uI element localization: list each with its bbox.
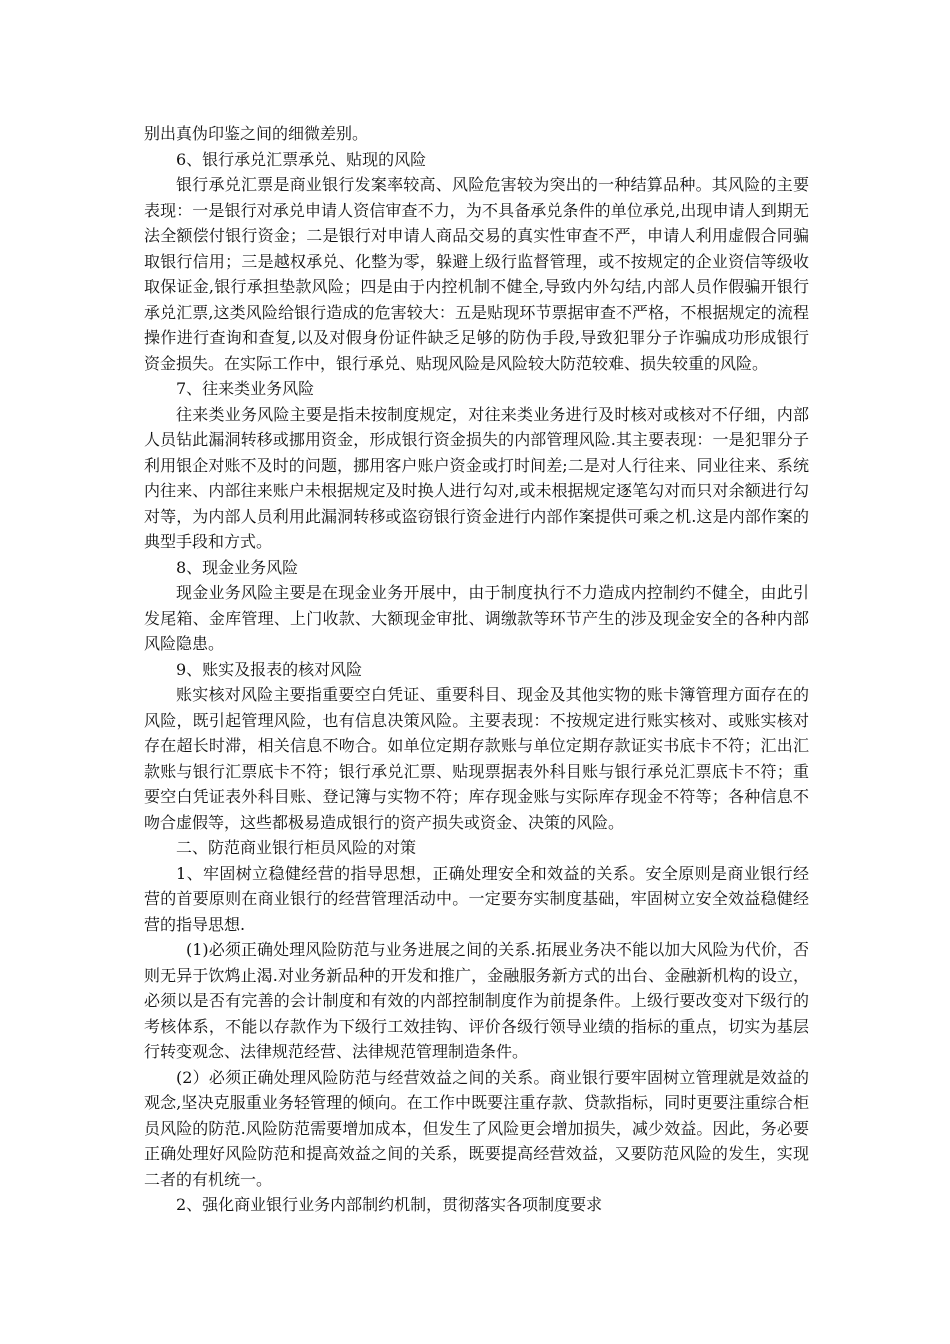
paragraph-acceptance-risk: 银行承兑汇票是商业银行发案率较高、风险危害较为突出的一种结算品种。其风险的主要表现：一是银行对承兑申请人资信审查不力，为不具备承兑条件的单位承兑,出现申请人到期无法全额偿付银行资金；二是银行对申请人商品交易的真实性审查不严，申请人利用虚假合同骗取银行信用；三是越权承兑、化整为零，躲避上级行监督管理，或不按规定的企业资信等级收取保证金,银行承担垫款风险；四是由于内控机制不健全,导致内外勾结,内部人员作假骗开银行承兑汇票,这类风险给银行造成的危害较大：五是贴现环节票据审查不严格，不根据规定的流程操作进行查询和查复,以及对假身份证件缺乏足够的防伪手段,导致犯罪分子诈骗成功形成银行资金损失。在实际工作中，银行承兑、贴现风险是风险较大防范较难、损失较重的风险。 [144,175,809,373]
paragraph-reconciliation-risk: 账实核对风险主要指重要空白凭证、重要科目、现金及其他实物的账卡簿管理方面存在的风险，既引起管理风险，也有信息决策风险。主要表现：不按规定进行账实核对、或账实核对存在超长时滞，相关信息不吻合。如单位定期存款账与单位定期存款证实书底卡不符；汇出汇款账与银行汇票底卡不符；银行承兑汇票、贴现票据表外科目账与银行承兑汇票底卡不符；重要空白凭证表外科目账、登记簿与实物不符；库存现金账与实际库存现金不符等；各种信息不吻合虚假等，这些都极易造成银行的资产损失或资金、决策的风险。 [144,685,809,832]
paragraph-interbank-risk: 往来类业务风险主要是指未按制度规定，对往来类业务进行及时核对或核对不仔细，内部人员钻此漏洞转移或挪用资金，形成银行资金损失的内部管理风险.其主要表现：一是犯罪分子利用银企对账不及时的问题，挪用客户账户资金或打时间差;二是对人行往来、同业往来、系统内往来、内部往来账户未根据规定及时换人进行勾对,或未根据规定逐笔勾对而只对余额进行勾对等，为内部人员利用此漏洞转移或盗窃银行资金进行内部作案提供可乘之机.这是内部作案的典型手段和方式。 [144,404,809,551]
heading-item-6: 6、银行承兑汇票承兑、贴现的风险 [176,149,427,169]
section-heading-2: 二、防范商业银行柜员风险的对策 [176,838,417,857]
heading-item-9: 9、账实及报表的核对风险 [176,659,363,679]
heading-item-8: 8、现金业务风险 [176,557,299,577]
paragraph-sub-1: (1)必须正确处理风险防范与业务进展之间的关系.拓展业务决不能以加大风险为代价，否则无异于饮鸩止渴.对业务新品种的开发和推广，金融服务新方式的出台、金融新机构的设立，必须以是否有完善的会计制度和有效的内部控制制度作为前提条件。上级行要改变对下级行的考核体系，不能以存款作为下级行工效挂钩、评价各级行领导业绩的指标的重点，切实为基层行转变观念、法律规范经营、法律规范管理制造条件。 [144,940,809,1061]
paragraph-countermeasure-1: 1、牢固树立稳健经营的指导思想，正确处理安全和效益的关系。安全原则是商业银行经营的首要原则在商业银行的经营管理活动中。一定要夯实制度基础，牢固树立安全效益稳健经营的指导思想. [144,863,809,934]
heading-item-7: 7、往来类业务风险 [176,379,315,398]
document-body [144,121,809,1218]
paragraph-cash-risk: 现金业务风险主要是在现金业务开展中，由于制度执行不力造成内控制约不健全，由此引发尾箱、金库管理、上门收款、大额现金审批、调缴款等环节产生的涉及现金安全的各种内部风险隐患。 [144,583,809,653]
paragraph-sub-2: (2）必须正确处理风险防范与经营效益之间的关系。商业银行要牢固树立管理就是效益的观念,坚决克服重业务轻管理的倾向。在工作中既要注重存款、贷款指标，同时更要注重综合柜员风险的防范.风险防范需要增加成本，但发生了风险更会增加损失，减少效益。因此，务必要正确处理好风险防范和提高效益之间的关系，既要提高经营效益，又要防范风险的发生，实现二者的有机统一。 [144,1067,809,1189]
paragraph-continuation: 别出真伪印鉴之间的细微差别。 [144,124,369,143]
heading-countermeasure-2: 2、强化商业银行业务内部制约机制，贯彻落实各项制度要求 [176,1195,603,1214]
